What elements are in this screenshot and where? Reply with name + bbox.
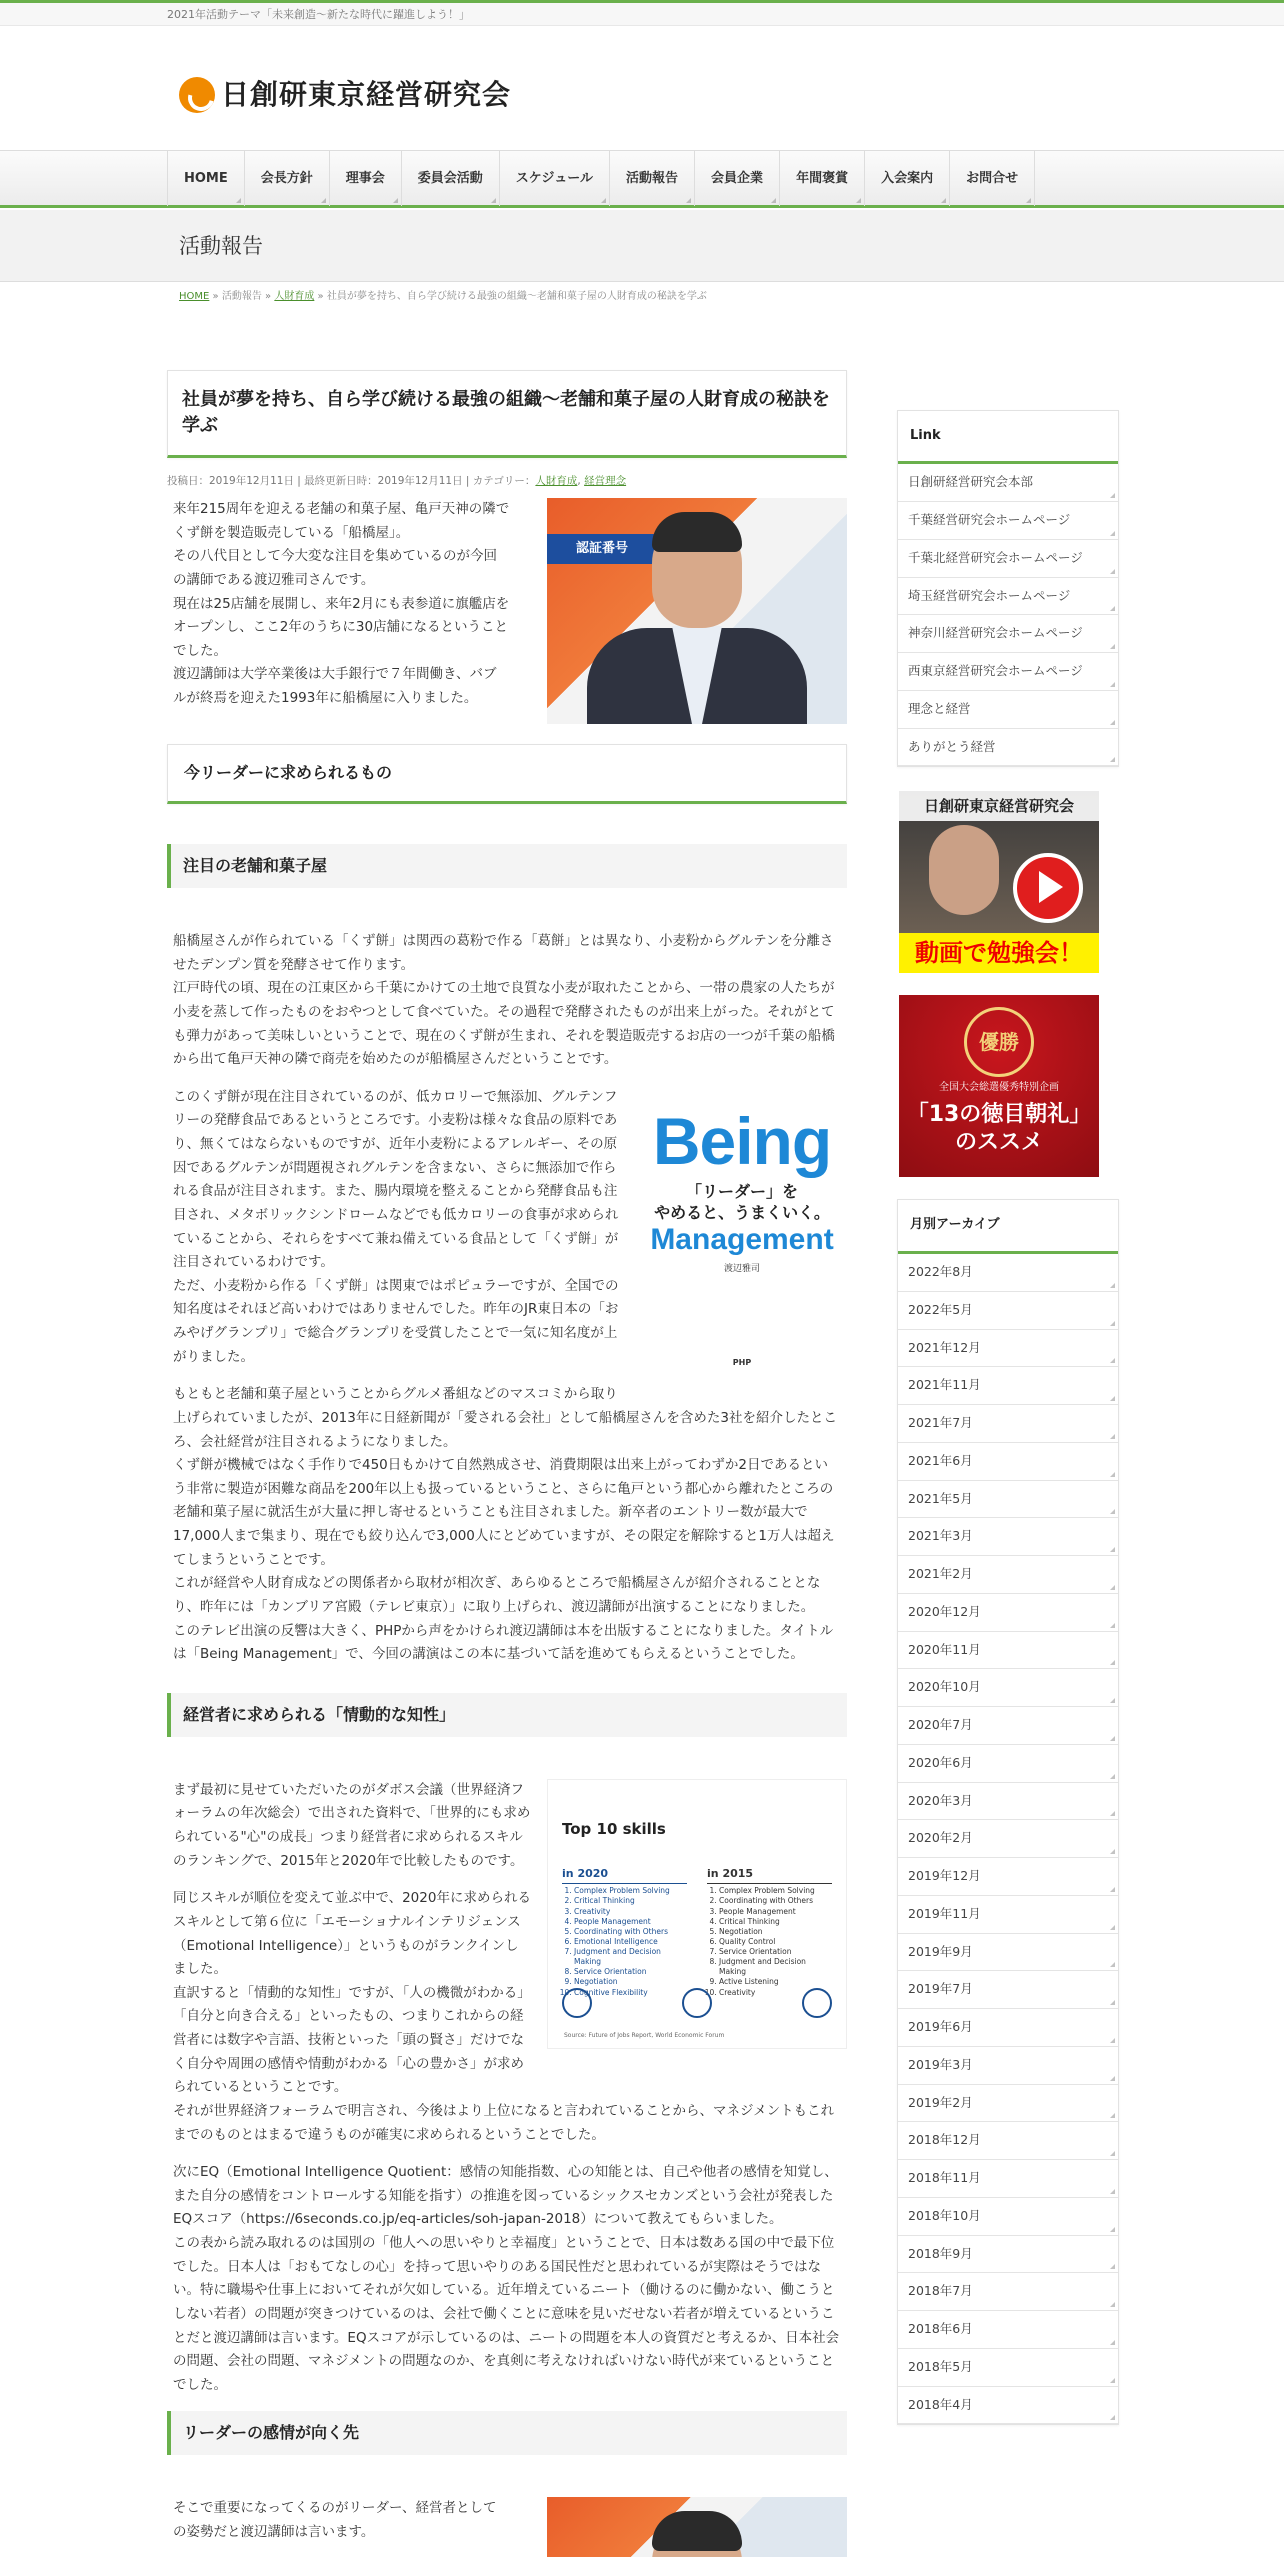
- red-banner-small: 全国大会総選優秀特別企画: [939, 1082, 1059, 1094]
- video-study-banner[interactable]: [899, 791, 1099, 973]
- link-list: [898, 464, 1118, 766]
- skills-2020: [562, 1864, 687, 1998]
- skill-item: 2. Critical Thinking: [574, 1896, 687, 1906]
- sidebar-link[interactable]: 千葉経営研究会ホームページ: [898, 502, 1118, 540]
- sidebar-link[interactable]: 埼玉経営研究会ホームページ: [898, 578, 1118, 616]
- archive-link[interactable]: 2018年7月: [898, 2273, 1118, 2311]
- breadcrumb-home[interactable]: HOME: [179, 291, 210, 302]
- skills-source: Source: Future of Jobs Report, World Economic Forum: [564, 2032, 725, 2040]
- skill-item: 5. Coordinating with Others: [574, 1927, 687, 1937]
- nav-item[interactable]: スケジュール: [499, 151, 609, 206]
- book-publisher: PHP: [732, 1357, 752, 1367]
- photo-sign: 認証番号: [547, 534, 657, 564]
- archive-widget: [897, 1199, 1119, 2425]
- book-cover: [637, 1086, 847, 1376]
- book-title: Being: [652, 1103, 832, 1178]
- post-title: 社員が夢を持ち、自ら学び続ける最強の組織〜老舗和菓子屋の人財育成の秘訣を学ぶ: [167, 370, 847, 458]
- sidebar: [897, 410, 1119, 2450]
- skill-item: 8. Judgment and Decision Making: [719, 1957, 832, 1977]
- breadcrumb-category[interactable]: 人財育成: [274, 291, 315, 302]
- breadcrumb-sep: »: [212, 291, 219, 302]
- logo-text: 日創研東京経営研究会: [221, 78, 512, 111]
- skills-list-2020: [562, 1886, 687, 1997]
- archive-link[interactable]: 2020年7月: [898, 1707, 1118, 1745]
- archive-link[interactable]: 2019年3月: [898, 2047, 1118, 2085]
- archive-link[interactable]: 2021年3月: [898, 1518, 1118, 1556]
- archive-link[interactable]: 2022年5月: [898, 1292, 1118, 1330]
- archive-link[interactable]: 2018年9月: [898, 2236, 1118, 2274]
- archive-link[interactable]: 2021年5月: [898, 1481, 1118, 1519]
- nav-item[interactable]: 会員企業: [694, 151, 779, 206]
- nav-item[interactable]: 委員会活動: [401, 151, 499, 206]
- book-mgmt: Management: [650, 1223, 834, 1257]
- nav-item[interactable]: 活動報告: [609, 151, 694, 206]
- section-heading-eq: 経営者に求められる「情動的な知性」: [167, 1693, 847, 1737]
- paragraph-media: もともと老舗和菓子屋ということからグルメ番組などのマスコミから取り上げられていましたが、2013年に日経新聞が「愛される会社」として船橋屋さんを含めた3社を紹介したところ、会社経営が注目されるようになりました。 くず餅が機械ではなく手作りで450日もかけて自然熟成させ、消費期限は出来上がってわずか2日であるという非常に製造が困難な商品を200年以上も扱っているということ、さらに亀戸という都心から離れたところの老舗和菓子屋に就活生が大量に押し寄せるということも注目されました。新卒者のエントリー数が最大で17,000人まで集まり、現在でも絞り込んで3,000人にとどめていますが、その限定を解除すると1万人は超えてしまうということです。 これが経営や人財育成などの関係者から取材が相次ぎ、あらゆるところで船橋屋さんが紹介されることとなり、昨年には「カンブリア宮殿（テレビ東京）」に取り上げられ、渡辺講師が出演することになりました。 このテレビ出演の反響は大きく、PHPから声をかけられ渡辺講師は本を出版することになりました。タイトルは「Being Management」で、今回の講演はこの本に基づいて話を進めてもらえるということでした。: [173, 1386, 837, 1663]
- logo-mark-icon: [179, 77, 215, 113]
- paragraph-kuzumochi: 船橋屋さんが作られている「くず餅」は関西の葛粉で作る「葛餅」とは異なり、小麦粉からグルテンを分離させたデンプン質を発酵させて作ります。 江戸時代の頃、現在の江東区から千葉にかけての土地で良質な小麦が取れたことから、一帯の農家の人たちが小麦を蒸して作ったものをおやつとして食べていた。その過程で発酵されたものが出来上がった。それがとても弾力があって美味しいということで、現在のくず餅が生まれ、それを製造販売するお店の一つが千葉の船橋から出て亀戸天神の隣で商売を始めたのが船橋屋さんだということです。: [173, 933, 835, 1068]
- team-icon: [802, 1988, 832, 2018]
- archive-link[interactable]: 2020年2月: [898, 1820, 1118, 1858]
- skill-item: 3. Creativity: [574, 1907, 687, 1917]
- video-banner-foot: 動画で勉強会！: [899, 933, 1099, 973]
- nav-item[interactable]: 年間褒賞: [779, 151, 864, 206]
- morning-assembly-banner[interactable]: [899, 995, 1099, 1177]
- main-content: [167, 370, 847, 2568]
- idea-icon: [682, 1988, 712, 2018]
- top-skills-image: [547, 1779, 847, 2049]
- skill-item: 4. People Management: [574, 1917, 687, 1927]
- section-heading-leaders: 今リーダーに求められるもの: [167, 744, 847, 804]
- play-icon: [1013, 853, 1083, 923]
- skills-illustration: [562, 1988, 832, 2024]
- paragraph-davos: まず最初に見せていただいたのがダボス会議（世界経済フォーラムの年次総会）で出された資料で、「世界的にも求められている"心"の成長」つまり経営者に求められるスキルのランキングで、2015年と2020年で比較したものです。: [173, 1781, 531, 1869]
- archive-link[interactable]: 2020年6月: [898, 1745, 1118, 1783]
- archive-link[interactable]: 2021年12月: [898, 1330, 1118, 1368]
- category-link-philosophy[interactable]: 経営理念: [584, 474, 627, 487]
- photo-hair: [652, 2511, 742, 2551]
- link-widget-title: Link: [898, 411, 1118, 465]
- sidebar-link[interactable]: 神奈川経営研究会ホームページ: [898, 615, 1118, 653]
- archive-link[interactable]: 2018年11月: [898, 2160, 1118, 2198]
- skills-year-2020: 2020: [577, 1867, 609, 1881]
- skill-item: 6. Quality Control: [719, 1937, 832, 1947]
- page-title-bar: [0, 210, 1284, 282]
- skill-item: 7. Judgment and Decision Making: [574, 1947, 687, 1967]
- archive-link[interactable]: 2019年7月: [898, 1971, 1118, 2009]
- skills-title: Top 10 skills: [562, 1819, 666, 1838]
- award-seal-icon: 優勝: [964, 1007, 1034, 1077]
- people-icon: [562, 1988, 592, 2018]
- archive-list: [898, 1254, 1118, 2424]
- nav-list: [167, 151, 1117, 206]
- intro-paragraph: 来年215周年を迎える老舗の和菓子屋、亀戸天神の隣で くず餅を製造販売している「船橋屋」。 その八代目として今大変な注目を集めているのが今回 の講師である渡辺雅司さんです。 現在は25店舗を展開し、来年2月にも表参道に旗艦店を オープンし、ここ2年のうちに30店舗になるということ でした。 渡辺講師は大学卒業後は大手銀行で７年間働き、バブ ルが終焉を迎えた1993年に船橋屋に入りました。: [173, 501, 510, 707]
- paragraph-health: このくず餅が現在注目されているのが、低カロリーで無添加、グルテンフリーの発酵食品であるというところです。小麦粉は様々な食品の原料であり、無くてはならないものですが、近年小麦粉によるアレルギー、その原因であるグルテンが問題視されグルテンを含まない、さらに無添加で作られる食品が注目されます。また、腸内環境を整えることから発酵食品も注目され、メタボリックシンドロームなどでも低カロリーの食事が求められていることから、それらをすべて兼ね備えている食品として「くず餅」が注目されているわけです。 ただ、小麦粉から作る「くず餅」は関東ではポピュラーですが、全国での知名度はそれほど高いわけではありませんでした。昨年のJR東日本の「おみやげグランプリ」で総合グランプリを受賞したことで一気に知名度が上がりました。: [173, 1088, 619, 1365]
- archive-link[interactable]: 2019年11月: [898, 1896, 1118, 1934]
- archive-link[interactable]: 2018年5月: [898, 2349, 1118, 2387]
- breadcrumb-reports: 活動報告: [221, 291, 262, 302]
- archive-link[interactable]: 2019年6月: [898, 2009, 1118, 2047]
- archive-link[interactable]: 2018年6月: [898, 2311, 1118, 2349]
- photo-hair: [652, 512, 742, 552]
- archive-link[interactable]: 2022年8月: [898, 1254, 1118, 1292]
- skill-item: 5. Negotiation: [719, 1927, 832, 1937]
- nav-item[interactable]: 入会案内: [864, 151, 949, 206]
- archive-link[interactable]: 2019年12月: [898, 1858, 1118, 1896]
- breadcrumb-sep: »: [317, 291, 324, 302]
- theme-text: 2021年活動テーマ「未来創造〜新たな時代に躍進しよう！」: [167, 8, 470, 21]
- global-nav: [0, 150, 1284, 208]
- archive-link[interactable]: 2021年11月: [898, 1367, 1118, 1405]
- skill-item: 1. Complex Problem Solving: [574, 1886, 687, 1896]
- skills-in-label: in: [707, 1867, 719, 1881]
- archive-link[interactable]: 2020年10月: [898, 1669, 1118, 1707]
- skill-item: 9. Negotiation: [574, 1977, 687, 1987]
- archive-link[interactable]: 2018年10月: [898, 2198, 1118, 2236]
- archive-link[interactable]: 2021年7月: [898, 1405, 1118, 1443]
- paragraph-eq-score: 次にEQ（Emotional Intelligence Quotient：感情の知能指数、心の知能とは、自己や他者の感情を知覚し、また自分の感情をコントロールする知能を指す）の推進を図っているシックスセカンズという会社が発表したEQスコア（https://6seconds.co.jp/eq-articles/soh-japan-2018）について教えてもらいました。 この表から読み取れるのは国別の「他人への思いやりと幸福度」ということで、日本は数ある国の中で最下位でした。日本人は「おもてなしの心」を持って思いやりのある国民性だと思われているが実際はそうではない。特に職場や仕事上においてそれが欠如している。近年増えているニート（働けるのに働かない、働こうとしない若者）の問題が突きつけているのは、会社で働くことに意味を見いだせない若者が増えているということだと渡辺講師は言います。EQスコアが示しているのは、ニートの問題を本人の資質だと考えるか、日本社会の問題、会社の問題、マネジメントの問題なのか、を真剣に考えなければいけない時代が来ているということでした。: [173, 2164, 840, 2393]
- meta-dates: 投稿日：2019年12月11日 | 最終更新日時：2019年12月11日 | カテゴリー：: [167, 474, 536, 487]
- book-subtitle: 「リーダー」を やめると、うまくいく。: [654, 1181, 830, 1222]
- paragraph-ei: 同じスキルが順位を変えて並ぶ中で、2020年に求められるスキルとして第６位に「エモーショナルインテリジェンス（Emotional Intelligence）」というものがランクインしました。 直訳すると「情動的な知性」ですが、「人の機微がわかる」「自分と向き合える」といったもの、つまりこれからの経営者には数字や言語、技術といった「頭の賢さ」だけでなく自分や周囲の感情や情動がわかる「心の豊かさ」が求められているということです。 それが世界経済フォーラムで明言され、今後はより上位になると言われていることから、マネジメントもこれまでのものとはまるで違うものが確実に求められるということでした。: [173, 1890, 835, 2143]
- site-logo[interactable]: [179, 70, 511, 119]
- video-banner-head: 日創研東京経営研究会: [899, 791, 1099, 821]
- sidebar-link[interactable]: 理念と経営: [898, 691, 1118, 729]
- nav-item[interactable]: 会長方針: [244, 151, 329, 206]
- post-meta: [167, 472, 847, 490]
- category-link-hr[interactable]: 人財育成: [535, 474, 578, 487]
- skill-item: 2. Coordinating with Others: [719, 1896, 832, 1906]
- section-heading-leader-emotion: リーダーの感情が向く先: [167, 2411, 847, 2455]
- link-widget: [897, 410, 1119, 768]
- sidebar-link[interactable]: 千葉北経営研究会ホームページ: [898, 540, 1118, 578]
- archive-link[interactable]: 2020年12月: [898, 1594, 1118, 1632]
- breadcrumb: [167, 282, 1117, 312]
- skills-2015: [707, 1864, 832, 1998]
- meta-sep: ,: [577, 474, 585, 487]
- archive-link[interactable]: 2018年12月: [898, 2122, 1118, 2160]
- skill-item: 3. People Management: [719, 1907, 832, 1917]
- book-author: 渡辺雅司: [723, 1264, 760, 1275]
- skill-item: 1. Complex Problem Solving: [719, 1886, 832, 1896]
- nav-item[interactable]: お問合せ: [949, 151, 1035, 206]
- sidebar-link[interactable]: 西東京経営研究会ホームページ: [898, 653, 1118, 691]
- paragraph-leader-attitude: そこで重要になってくるのがリーダー、経営者として の姿勢だと渡辺講師は言います。: [173, 2500, 497, 2541]
- archive-link[interactable]: 2019年9月: [898, 1934, 1118, 1972]
- archive-link[interactable]: 2021年2月: [898, 1556, 1118, 1594]
- archive-link[interactable]: 2020年11月: [898, 1632, 1118, 1670]
- skill-item: 8. Service Orientation: [574, 1967, 687, 1977]
- skill-item: 7. Service Orientation: [719, 1947, 832, 1957]
- sidebar-link[interactable]: ありがとう経営: [898, 729, 1118, 767]
- site-header: [0, 26, 1284, 150]
- skills-in-label: in: [562, 1867, 574, 1881]
- skill-item: 4. Critical Thinking: [719, 1917, 832, 1927]
- breadcrumb-current: 社員が夢を持ち、自ら学び続ける最強の組織〜老舗和菓子屋の人財育成の秘訣を学ぶ: [326, 291, 707, 302]
- sidebar-link[interactable]: 日創研経営研究会本部: [898, 464, 1118, 502]
- skills-list-2015: [707, 1886, 832, 1997]
- red-banner-big: 「13の徳目朝礼」 のススメ: [906, 1102, 1092, 1155]
- breadcrumb-sep: »: [265, 291, 272, 302]
- video-banner-face: [929, 825, 999, 915]
- skill-item: 10. Creativity: [719, 1988, 832, 1998]
- top-strip: [0, 0, 1284, 26]
- skills-year-2015: 2015: [722, 1867, 754, 1881]
- skill-item: 9. Active Listening: [719, 1977, 832, 1987]
- archive-link[interactable]: 2019年2月: [898, 2085, 1118, 2123]
- archive-link[interactable]: 2021年6月: [898, 1443, 1118, 1481]
- lecturer-photo-2: [547, 2497, 847, 2557]
- archive-link[interactable]: 2018年4月: [898, 2387, 1118, 2425]
- section-heading-wagashi: 注目の老舗和菓子屋: [167, 844, 847, 888]
- nav-item[interactable]: 理事会: [329, 151, 401, 206]
- archive-widget-title: 月別アーカイブ: [898, 1200, 1118, 1254]
- archive-link[interactable]: 2020年3月: [898, 1783, 1118, 1821]
- page-title: 活動報告: [179, 234, 263, 258]
- lecturer-photo: [547, 498, 847, 724]
- skill-item: 6. Emotional Intelligence: [574, 1937, 687, 1947]
- skill-item: 10. Cognitive Flexibility: [574, 1988, 687, 1998]
- nav-item[interactable]: HOME: [167, 151, 244, 206]
